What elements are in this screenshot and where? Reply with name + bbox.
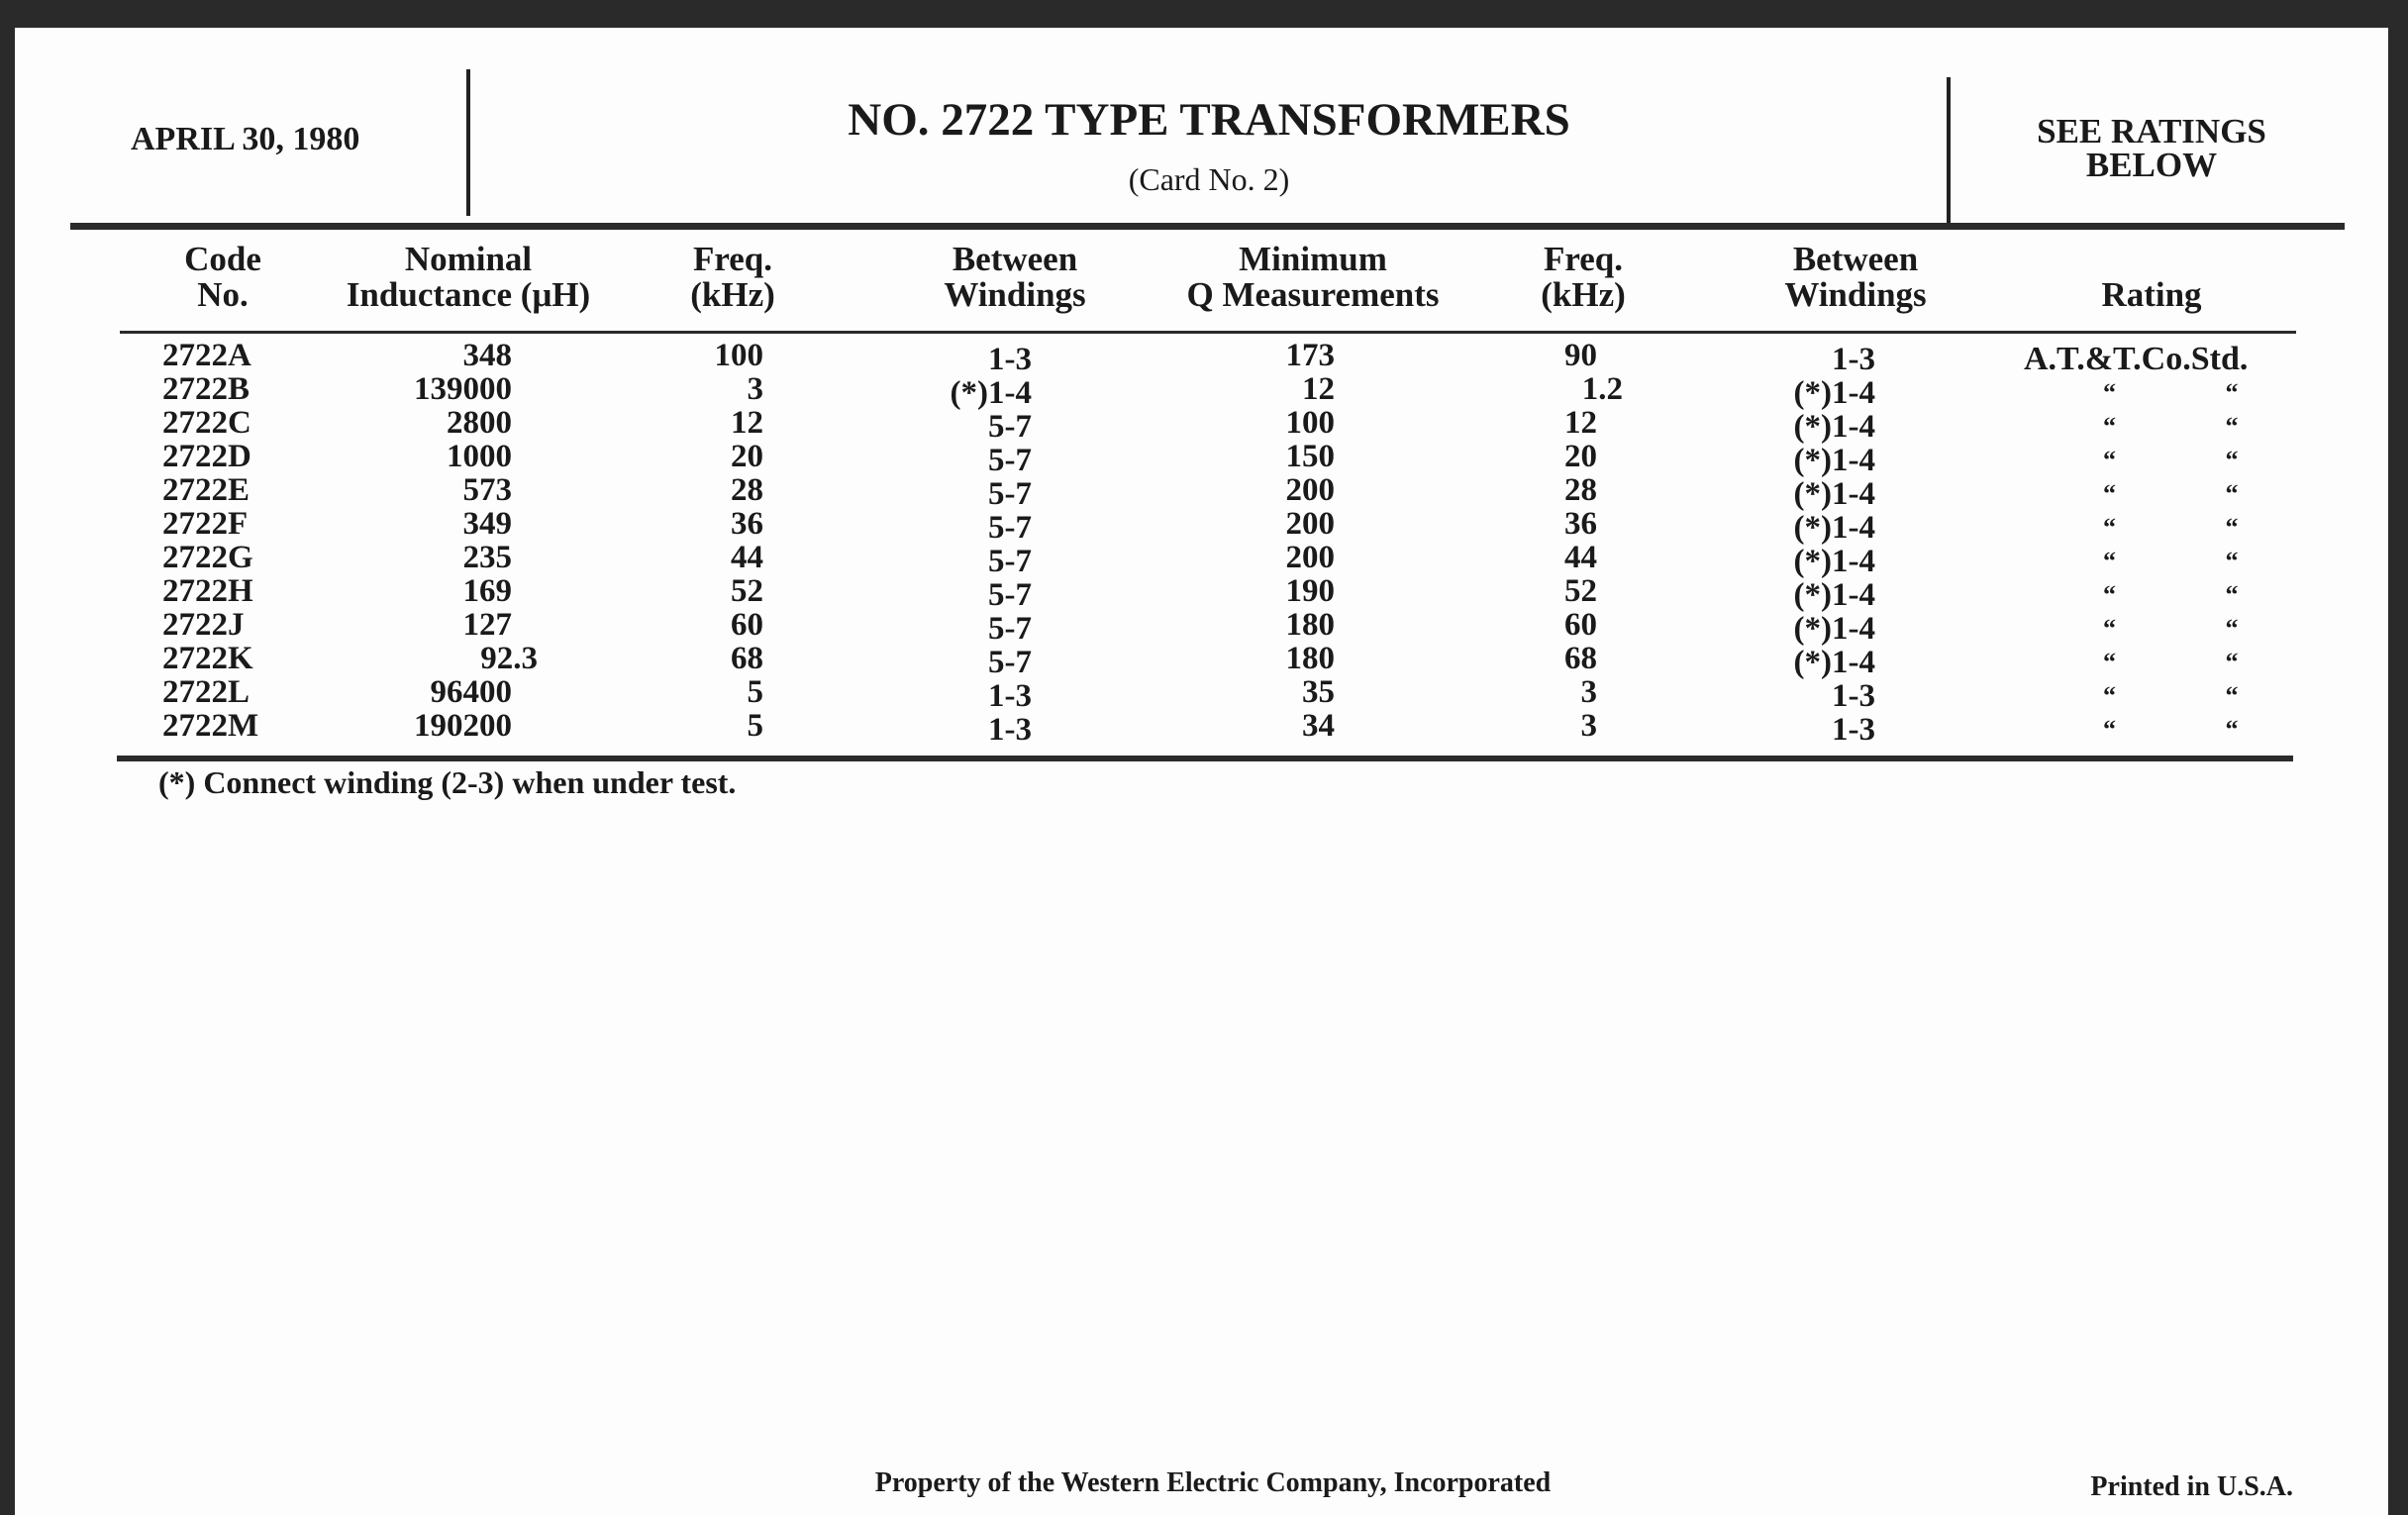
cell-rating: “ “ bbox=[2103, 614, 2239, 643]
cell-freq1: 52 bbox=[731, 573, 763, 609]
cell-q: 150 bbox=[1285, 439, 1335, 474]
cell-inductance: 573 bbox=[462, 472, 512, 508]
cell-q: 200 bbox=[1285, 472, 1335, 508]
column-header bbox=[1187, 242, 1440, 313]
cell-inductance: 190200 bbox=[414, 708, 512, 744]
column-header bbox=[1541, 242, 1626, 313]
cell-freq2: 52 bbox=[1564, 573, 1597, 609]
cell-q: 34 bbox=[1302, 708, 1335, 744]
cell-q: 200 bbox=[1285, 540, 1335, 575]
footer-property: Property of the Western Electric Company, Incorporated bbox=[874, 1467, 1552, 1498]
card-number: (Card No. 2) bbox=[1128, 161, 1290, 197]
cell-windings1: 5-7 bbox=[988, 510, 1032, 546]
cell-freq1: 36 bbox=[731, 506, 763, 542]
column-header-line1: Code bbox=[184, 240, 261, 278]
cell-q: 173 bbox=[1285, 338, 1335, 373]
cell-inductance: 169 bbox=[462, 573, 512, 609]
cell-q: 35 bbox=[1302, 674, 1335, 710]
cell-rating: “ “ bbox=[2103, 412, 2239, 441]
header-divider-right bbox=[1947, 77, 1951, 224]
header-divider-left bbox=[466, 69, 470, 216]
ratings-note-line2: BELOW bbox=[2085, 146, 2218, 184]
cell-code: 2722D bbox=[162, 439, 251, 474]
cell-code: 2722E bbox=[162, 472, 251, 508]
cell-windings2: (*)1-4 bbox=[1793, 375, 1875, 411]
cell-rating: “ “ bbox=[2103, 580, 2239, 609]
column-header-line1: Between bbox=[952, 240, 1078, 278]
cell-code: 2722F bbox=[162, 506, 249, 542]
cell-code: 2722B bbox=[162, 371, 251, 407]
footnote: (*) Connect winding (2-3) when under test. bbox=[158, 764, 737, 800]
cell-inductance: 96400 bbox=[430, 674, 512, 710]
column-header-rule bbox=[120, 331, 2296, 334]
cell-freq2: 44 bbox=[1564, 540, 1597, 575]
cell-freq2: 90 bbox=[1564, 338, 1597, 373]
cell-freq2: 3 bbox=[1580, 674, 1597, 710]
column-header-line2: (kHz) bbox=[690, 275, 775, 314]
cell-freq2: 1.2 bbox=[1581, 371, 1623, 407]
cell-windings2: (*)1-4 bbox=[1793, 443, 1875, 478]
cell-code: 2722A bbox=[162, 338, 251, 373]
column-header-line2: Inductance (μH) bbox=[346, 275, 591, 314]
cell-freq1: 44 bbox=[731, 540, 763, 575]
cell-windings2: (*)1-4 bbox=[1793, 645, 1875, 680]
column-header bbox=[690, 242, 775, 313]
cell-windings2: 1-3 bbox=[1832, 342, 1875, 377]
column-header-line1: Freq. bbox=[692, 240, 773, 278]
table-bottom-rule bbox=[117, 756, 2293, 761]
cell-rating: “ “ bbox=[2103, 479, 2239, 508]
cell-code: 2722G bbox=[162, 540, 253, 575]
cell-windings1: 1-3 bbox=[988, 712, 1032, 748]
cell-inductance: 139000 bbox=[414, 371, 512, 407]
card-date: APRIL 30, 1980 bbox=[131, 121, 360, 157]
cell-inductance: 235 bbox=[462, 540, 512, 575]
cell-q: 180 bbox=[1285, 607, 1335, 643]
cell-windings2: (*)1-4 bbox=[1793, 510, 1875, 546]
column-header bbox=[944, 242, 1085, 313]
cell-inductance: 349 bbox=[462, 506, 512, 542]
cell-freq2: 3 bbox=[1580, 708, 1597, 744]
cell-rating: “ “ bbox=[2103, 715, 2239, 744]
footer-printed: Printed in U.S.A. bbox=[2090, 1471, 2293, 1502]
cell-freq1: 60 bbox=[731, 607, 763, 643]
cell-windings2: 1-3 bbox=[1832, 712, 1875, 748]
column-header bbox=[1784, 242, 1926, 313]
cell-inductance: 127 bbox=[462, 607, 512, 643]
header-rule bbox=[70, 223, 2345, 230]
column-header bbox=[184, 242, 261, 313]
cell-windings1: 5-7 bbox=[988, 645, 1032, 680]
cell-windings1: 1-3 bbox=[988, 678, 1032, 714]
cell-windings1: 5-7 bbox=[988, 409, 1032, 445]
cell-windings1: 5-7 bbox=[988, 544, 1032, 579]
cell-inductance: 2800 bbox=[447, 405, 512, 441]
cell-code: 2722K bbox=[162, 641, 253, 676]
cell-freq1: 20 bbox=[731, 439, 763, 474]
column-header-line1: Minimum bbox=[1239, 240, 1387, 278]
cell-freq2: 12 bbox=[1564, 405, 1597, 441]
cell-code: 2722C bbox=[162, 405, 251, 441]
cell-rating: “ “ bbox=[2103, 648, 2239, 676]
ratings-note bbox=[2037, 112, 2266, 184]
cell-inductance: 1000 bbox=[447, 439, 512, 474]
cell-freq1: 28 bbox=[731, 472, 763, 508]
cell-freq1: 5 bbox=[747, 708, 763, 744]
cell-freq2: 36 bbox=[1564, 506, 1597, 542]
column-header-line1 bbox=[2101, 242, 2201, 277]
cell-rating: “ “ bbox=[2103, 681, 2239, 710]
cell-windings1: 1-3 bbox=[988, 342, 1032, 377]
cell-windings1: 5-7 bbox=[988, 476, 1032, 512]
column-header-line2: (kHz) bbox=[1541, 275, 1626, 314]
column-header bbox=[2101, 242, 2201, 313]
cell-freq2: 28 bbox=[1564, 472, 1597, 508]
column-header-line2: Q Measurements bbox=[1186, 275, 1440, 314]
cell-windings1: 5-7 bbox=[988, 443, 1032, 478]
cell-rating: A.T.&T.Co.Std. bbox=[2024, 341, 2249, 377]
column-header bbox=[347, 242, 590, 313]
column-header-line2: No. bbox=[197, 275, 249, 314]
cell-freq1: 100 bbox=[714, 338, 763, 373]
page-title: NO. 2722 TYPE TRANSFORMERS bbox=[848, 94, 1570, 146]
column-header-line2: Windings bbox=[944, 275, 1086, 314]
cell-q: 190 bbox=[1285, 573, 1335, 609]
cell-windings2: (*)1-4 bbox=[1793, 577, 1875, 613]
cell-freq1: 68 bbox=[731, 641, 763, 676]
cell-freq1: 5 bbox=[747, 674, 763, 710]
cell-windings2: (*)1-4 bbox=[1793, 544, 1875, 579]
cell-q: 200 bbox=[1285, 506, 1335, 542]
cell-inductance: 92.3 bbox=[480, 641, 538, 676]
cell-q: 180 bbox=[1285, 641, 1335, 676]
cell-windings2: (*)1-4 bbox=[1793, 409, 1875, 445]
cell-freq1: 12 bbox=[731, 405, 763, 441]
cell-windings1: 5-7 bbox=[988, 577, 1032, 613]
column-header-line2: Windings bbox=[1784, 275, 1927, 314]
cell-rating: “ “ bbox=[2103, 446, 2239, 474]
column-header-line1: Between bbox=[1792, 240, 1919, 278]
cell-freq2: 60 bbox=[1564, 607, 1597, 643]
ratings-note-line1: SEE RATINGS bbox=[2037, 112, 2266, 151]
column-header-line1: Freq. bbox=[1543, 240, 1624, 278]
column-header-line1: Nominal bbox=[404, 240, 533, 278]
column-header-line2: Rating bbox=[2101, 275, 2202, 314]
cell-q: 12 bbox=[1302, 371, 1335, 407]
cell-rating: “ “ bbox=[2103, 547, 2239, 575]
cell-code: 2722J bbox=[162, 607, 245, 643]
cell-code: 2722L bbox=[162, 674, 251, 710]
cell-windings2: (*)1-4 bbox=[1793, 476, 1875, 512]
cell-inductance: 348 bbox=[462, 338, 512, 373]
cell-windings1: 5-7 bbox=[988, 611, 1032, 647]
cell-windings2: (*)1-4 bbox=[1793, 611, 1875, 647]
cell-freq2: 68 bbox=[1564, 641, 1597, 676]
cell-rating: “ “ bbox=[2103, 513, 2239, 542]
cell-freq1: 3 bbox=[747, 371, 763, 407]
cell-freq2: 20 bbox=[1564, 439, 1597, 474]
cell-code: 2722M bbox=[162, 708, 259, 744]
cell-q: 100 bbox=[1285, 405, 1335, 441]
cell-windings1: (*)1-4 bbox=[950, 375, 1032, 411]
cell-code: 2722H bbox=[162, 573, 253, 609]
cell-windings2: 1-3 bbox=[1832, 678, 1875, 714]
cell-rating: “ “ bbox=[2103, 378, 2239, 407]
